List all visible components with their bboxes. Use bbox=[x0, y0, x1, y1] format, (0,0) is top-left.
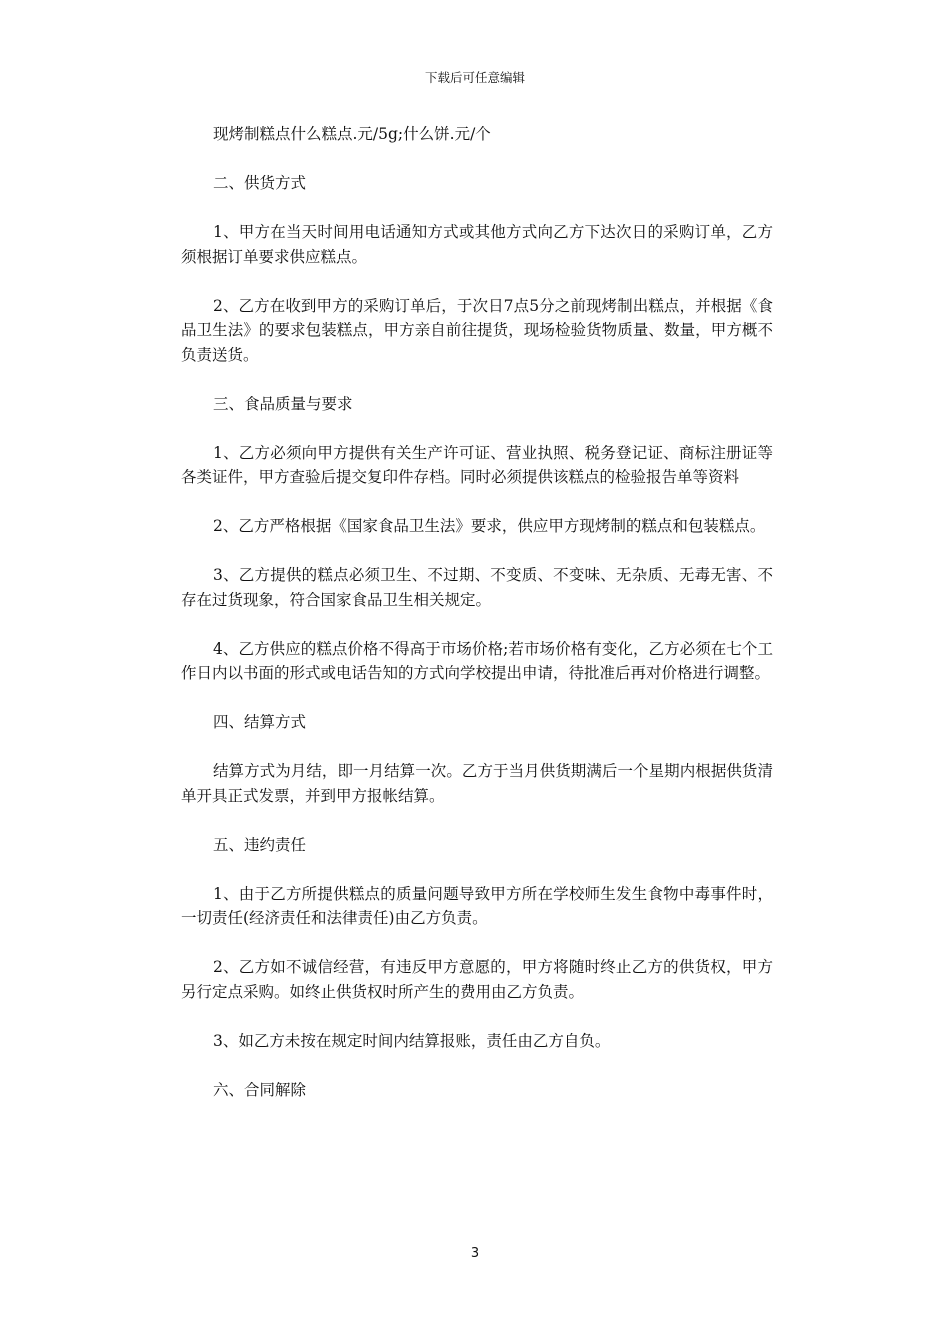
clause-quality-2: 2、乙方严格根据《国家食品卫生法》要求，供应甲方现烤制的糕点和包装糕点。 bbox=[213, 517, 766, 535]
clause-quality-3: 3、乙方提供的糕点必须卫生、不过期、不变质、不变味、无杂质、无毒无害、不存在过货现象，符合国家食品卫生相关规定。 bbox=[181, 566, 773, 609]
clause-liability-3: 3、如乙方未按在规定时间内结算报账，责任由乙方自负。 bbox=[213, 1031, 611, 1050]
page-header: 下载后可任意编辑 bbox=[424, 70, 525, 85]
section-heading-supply-method: 二、供货方式 bbox=[213, 174, 307, 192]
clause-supply-2: 2、乙方在收到甲方的采购订单后，于次日7点5分之前现烤制出糕点，并根据《食品卫生法》的要求包装糕点，甲方亲自前往提货，现场检验货物质量、数量，甲方概不负责送货。 bbox=[181, 296, 773, 364]
page-number: 3 bbox=[470, 1246, 480, 1261]
section-heading-liability: 五、违约责任 bbox=[213, 835, 307, 854]
clause-supply-1: 1、甲方在当天时间用电话通知方式或其他方式向乙方下达次日的采购订单，乙方须根据订单要求供应糕点。 bbox=[181, 223, 773, 266]
price-line: 现烤制糕点什么糕点.元/5g;什么饼.元/个 bbox=[213, 125, 491, 143]
clause-liability-2: 2、乙方如不诚信经营，有违反甲方意愿的，甲方将随时终止乙方的供货权，甲方另行定点采购。如终止供货权时所产生的费用由乙方负责。 bbox=[181, 958, 773, 1001]
document-body bbox=[181, 122, 773, 1127]
clause-settlement: 结算方式为月结，即一月结算一次。乙方于当月供货期满后一个星期内根据供货清单开具正式发票，并到甲方报帐结算。 bbox=[181, 762, 773, 805]
section-heading-food-quality: 三、食品质量与要求 bbox=[213, 394, 353, 413]
clause-quality-4: 4、乙方供应的糕点价格不得高于市场价格;若市场价格有变化，乙方必须在七个工作日内以书面的形式或电话告知的方式向学校提出申请，待批准后再对价格进行调整。 bbox=[181, 639, 773, 682]
section-heading-settlement: 四、结算方式 bbox=[213, 713, 307, 731]
clause-liability-1: 1、由于乙方所提供糕点的质量问题导致甲方所在学校师生发生食物中毒事件时，一切责任(经济责任和法律责任)由乙方负责。 bbox=[181, 884, 773, 927]
section-heading-termination: 六、合同解除 bbox=[213, 1080, 307, 1099]
clause-quality-1: 1、乙方必须向甲方提供有关生产许可证、营业执照、税务登记证、商标注册证等各类证件，甲方查验后提交复印件存档。同时必须提供该糕点的检验报告单等资料 bbox=[181, 443, 773, 486]
